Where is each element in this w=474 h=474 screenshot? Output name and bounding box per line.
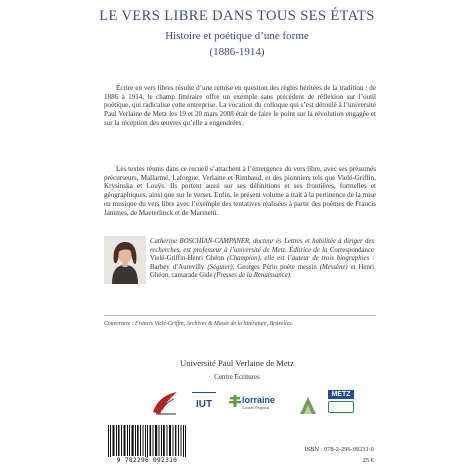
cover-credit: Couverture : Francis Vielé-Griffin, Archives & Musée de la littérature, Bruxelles. (104, 321, 293, 327)
author-portrait (104, 236, 146, 284)
book-dates: (1886-1914) (209, 46, 265, 58)
bio-end: . (290, 272, 292, 280)
metz-emblem-icon (328, 401, 354, 413)
barcode-digits: 9 782296 092310 (104, 457, 190, 464)
bio-correspondance: Correspondance Vielé-Griffin-Henri Ghéon (150, 246, 374, 263)
metz-logo (328, 390, 354, 416)
lorraine-logo (228, 394, 288, 416)
lorraine-cross-icon (228, 394, 242, 408)
university-name: Université Paul Verlaine de Metz (180, 358, 294, 368)
bio-mid: , elle est l’auteur de trois biographies (259, 255, 370, 263)
bio-messene: (Messène) (319, 263, 348, 271)
author-name: Catherine BOSCHIAN-CAMPANER (150, 238, 250, 245)
iut-arc-icon (192, 392, 216, 399)
regional-emblem-icon (298, 394, 318, 416)
isbn: ISBN : 978-2-296-09231-0 (304, 446, 374, 453)
author-photo-icon (104, 236, 146, 284)
bio-intro: , docteur ès Lettres et habilitée à diriger des recherches, est professeur à l’université de Metz. Éditrice de la (150, 238, 375, 254)
metz-label: METZ (328, 390, 354, 399)
lorraine-label: lorraine (242, 395, 276, 405)
summary-paragraph-2: Les textes réunis dans ce recueil s’attachent à l’émergence du vers libre, avec ses présumés précurseurs, Mallarmé, Laforgue, Verlaine et Rimbaud, et des pionniers tels que Vielé-Griffin, Krysinska et Louÿs. Ils portent aussi sur ses définitions et ses frontières, formelles et géographiques, ainsi que sur le verset. Enfin, le présent volume a trait à la pertinence de la mise en musique du vers libre avec l’exemple des tentatives réalisées à partir des poèmes de Francis Jammes, de Maeterlinck et de Marinetti. (104, 165, 376, 217)
price: 25 € (362, 457, 374, 464)
bio-perin: , Georges Périn poète messin (232, 263, 320, 271)
iut-logo (192, 392, 216, 416)
bio-gheon: et Henri Ghéon, camarade Gide (150, 263, 374, 280)
book-title: LE VERS LIBRE DANS TOUS SES ÉTATS (99, 8, 375, 24)
bio-champion: (Champion) (226, 255, 260, 263)
sponsor-logos (150, 388, 380, 420)
author-bio (150, 238, 374, 281)
book-subtitle: Histoire et poétique d’une forme (165, 30, 309, 42)
centre-name: Centre Écritures (214, 373, 260, 381)
university-emblem-icon (150, 388, 180, 418)
summary-paragraph-1: Écrire en vers libres résulte d’une remise en question des règles héritées de la tradition : de 1886 à 1914, le champ littéraire offre un exemple sans précédent de réflexion sur l’outil poétique, qui radicalise cette entreprise. La vocation du colloque qui s’est déroulé à l’université Paul Verlaine de Metz les 19 et 20 mars 2008 était de faire le point sur la révolution engagée et sur la réception des œuvres qu’elle a engendrées. (104, 84, 376, 127)
lorraine-sub-label: Conseil Régional (242, 406, 270, 410)
bio-seguier: (Séguier) (207, 263, 233, 271)
iut-label: IUT (195, 399, 213, 410)
bio-presses: (Presses de la Renaissance) (214, 272, 290, 280)
divider (104, 315, 376, 316)
bio-barbey: : Barbey d’Aurevilly (150, 255, 374, 271)
